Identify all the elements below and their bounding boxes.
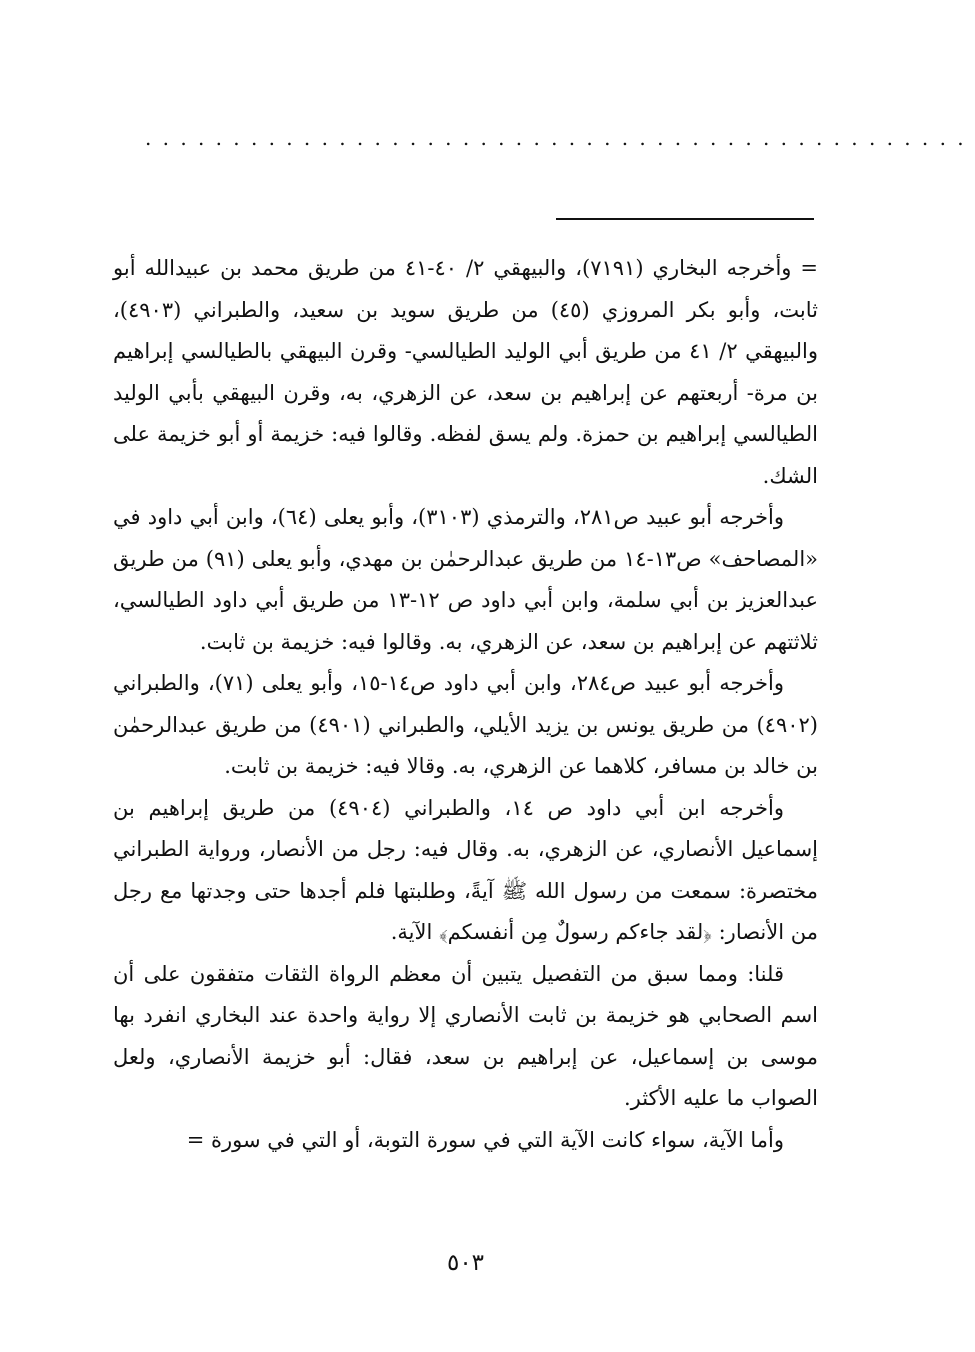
page-number: ٥٠٣	[446, 1250, 485, 1276]
dotted-separator: ...............................................	[145, 126, 975, 150]
footnote-paragraph-2: وأخرجه أبو عبيد ص٢٨١، والترمذي (٣١٠٣)، وأبو يعلى (٦٤)، وابن أبي داود في «المصاحف» ص١٣-١٤ من طريق عبدالرحمٰن بن مهدي، وأبو يعلى (٩١) من طريق عبدالعزيز بن أبي سلمة، وابن أبي داود ص ١٢-١٣ من طريق أبي داود الطيالسي، ثلاثتهم عن إبراهيم بن سعد، عن الزهري، به. وقالوا فيه: خزيمة بن ثابت.	[113, 505, 819, 654]
footnote-paragraph-6: وأما الآية، سواء كانت الآية التي في سورة التوبة، أو التي في سورة =	[186, 1127, 784, 1152]
footnote-paragraph-1: = وأخرجه البخاري (٧١٩١)، والبيهقي ٢/ ٤٠-٤١ من طريق محمد بن عبيدالله أبو ثابت، وأبو بكر المروزي (٤٥) من طريق سويد بن سعيد، والطبراني (٤٩٠٣)، والبيهقي ٢/ ٤١ من طريق أبي الوليد الطيالسي- وقرن البيهقي بالطيالسي إبراهيم بن مرة- أربعتهم عن إبراهيم بن سعد، عن الزهري، به، وقرن البيهقي بأبي الوليد الطيالسي إبراهيم بن حمزة. ولم يسق لفظه. وقالوا فيه: خزيمة أو أبو خزيمة على الشك.	[113, 256, 818, 488]
footnote-block	[113, 248, 818, 1161]
footnote-paragraph-3: وأخرجه أبو عبيد ص٢٨٤، وابن أبي داود ص١٤-١٥، وأبو يعلى (٧١)، والطبراني (٤٩٠٢) من طريق يونس بن يزيد الأيلي، والطبراني (٤٩٠١) من طريق عبدالرحمٰن بن خالد بن مسافر، كلاهما عن الزهري، به. وقالا فيه: خزيمة بن ثابت.	[113, 671, 818, 778]
footnote-paragraph-4: وأخرجه ابن أبي داود ص ١٤، والطبراني (٤٩٠٤) من طريق إبراهيم بن إسماعيل الأنصاري، عن الزهري، به. وقال فيه: رجل من الأنصار، ورواية الطبراني مختصرة: سمعت من رسول الله ﷺ آيةً، وطلبتها فلم أجدها حتى وجدتها مع رجل من الأنصار: ﴿لقد جاءكم رسولٌ مِن أنفسكم﴾ الآية.	[113, 795, 818, 944]
footnote-paragraph-5: قلنا: ومما سبق من التفصيل يتبين أن معظم الرواة الثقات متفقون على أن اسم الصحابي هو خزيمة بن ثابت الأنصاري إلا رواية واحدة عند البخاري انفرد بها موسى بن إسماعيل، عن إبراهيم بن سعد، فقال: أبو خزيمة الأنصاري، ولعل الصواب ما عليه الأكثر.	[113, 961, 818, 1110]
footnote-rule	[556, 218, 814, 220]
